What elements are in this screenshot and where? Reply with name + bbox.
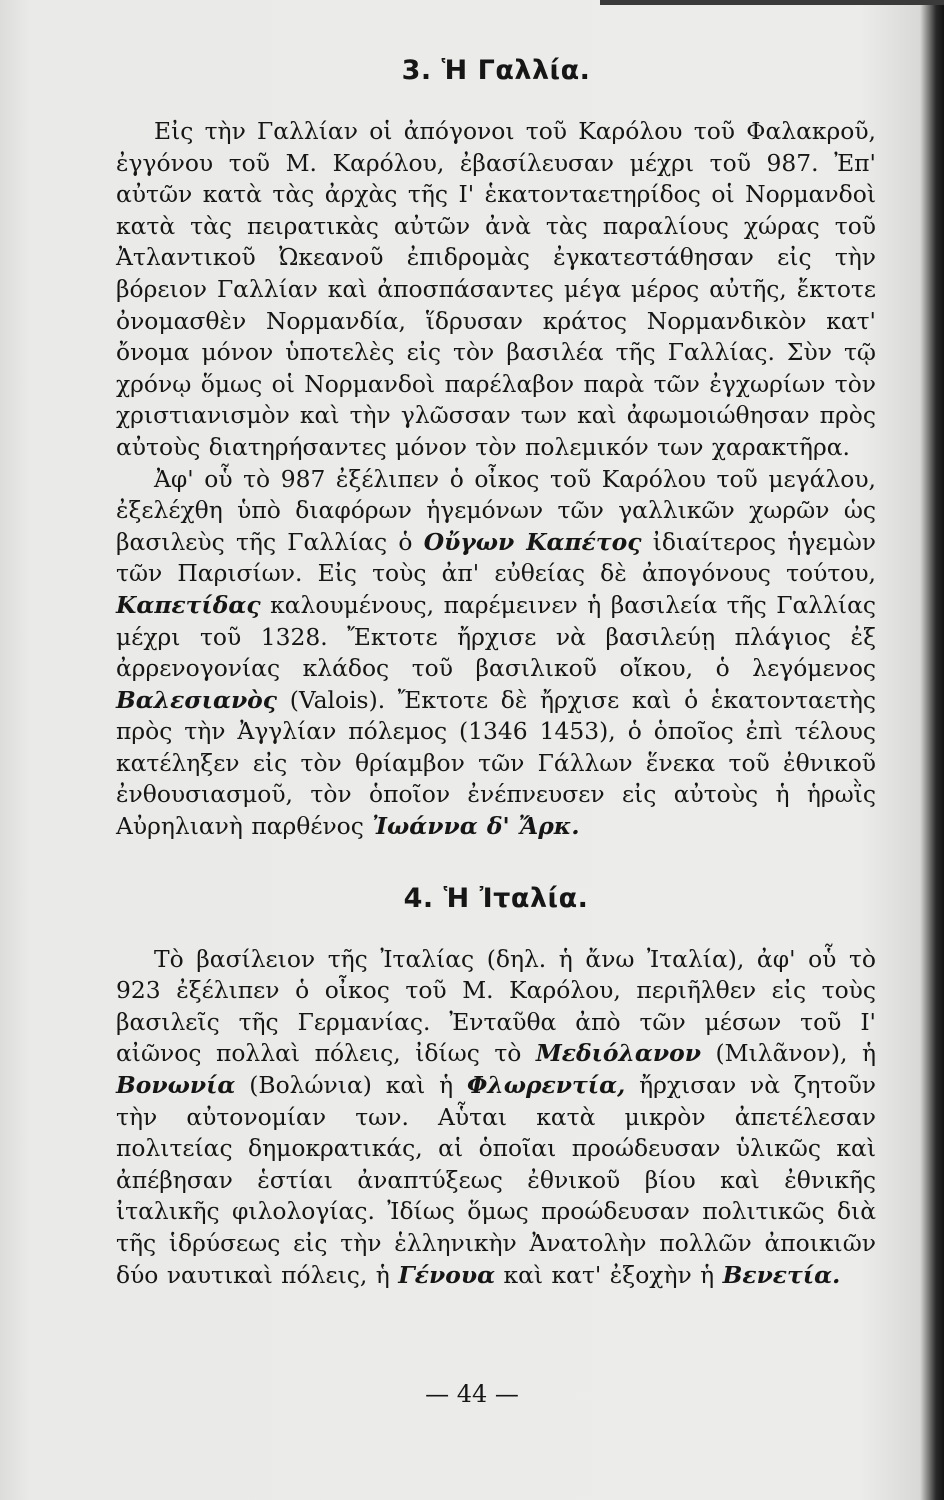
text-body — [116, 55, 876, 1291]
page-edge-shadow — [600, 0, 944, 5]
text: (Valois). Ἔκτοτε δὲ ἤρχισε καὶ ὁ ἑκατονταετὴς πρὸς τὴν Ἀγγλίαν πόλεμος (1346 1453), ὁ ὁποῖος ἐπὶ τέλους κατέληξεν εἰς τὸν θρίαμβον τῶν Γάλλων ἕνεκα τοῦ ἐθνικοῦ ἐνθουσιασμοῦ, τὸν ὁποῖον ἐνέπνευσεν εἰς αὐτοὺς ἡ ἡρωῒς Αὐρηλιανὴ παρθένος — [116, 685, 877, 841]
text: Ἀφ' οὗ τὸ 987 ἐξέλιπεν ὁ οἶκος τοῦ Καρόλου τοῦ μεγάλου, ἐξελέχθη ὑπὸ διαφόρων ἡγεμόνων τῶν γαλλικῶν χωρῶν ὡς βασιλεὺς τῆς Γαλλίας ὁ — [116, 464, 876, 556]
text: καὶ κατ' ἐξοχὴν ἡ — [503, 1260, 715, 1289]
emphasis-hugh-capet: Οὔγων Καπέτος — [423, 527, 642, 556]
text: ἤρχισαν νὰ ζητοῦν τὴν αὐτονομίαν των. Αὗται κατὰ μικρὸν ἀπετέλεσαν πολιτείας δημοκρατικάς, αἱ ὁποῖαι προώδευσαν ὑλικῶς καὶ ἀπέβησαν ἑστίαι ἀναπτύξεως ἐθνικοῦ βίου καὶ ἐθνικῆς ἰταλικῆς φιλολογίας. Ἰδίως ὅμως προώδευσαν πολιτικῶς διὰ τῆς ἱδρύσεως εἰς τὴν ἑλληνικὴν Ἀνατολὴν πολλῶν ἀποικιῶν δύο ναυτικαὶ πόλεις, ἡ — [116, 1071, 877, 1289]
paragraph-france-2 — [116, 464, 876, 843]
emphasis-bologna: Βονωνία — [116, 1071, 236, 1100]
text: (Μιλᾶνον), ἡ — [715, 1039, 877, 1068]
emphasis-florence: Φλωρεντία, — [466, 1071, 626, 1100]
emphasis-capetians: Καπετίδας — [116, 590, 261, 619]
paragraph-france-1 — [116, 116, 876, 464]
emphasis-genoa: Γένουα — [398, 1260, 496, 1289]
emphasis-milan: Μεδιόλανον — [535, 1039, 701, 1068]
emphasis-valois: Βαλεσιανὸς — [116, 685, 278, 714]
page-number: — 44 — — [425, 1380, 519, 1408]
section-title-france: 3. Ἡ Γαλλία. — [401, 55, 591, 86]
text: (Βολώνια) καὶ ἡ — [249, 1071, 454, 1100]
paragraph-italy-1 — [116, 944, 876, 1292]
text: Εἰς τὴν Γαλλίαν οἱ ἀπόγονοι τοῦ Καρόλου τοῦ Φαλακροῦ, ἐγγόνου τοῦ Μ. Καρόλου, ἐβασίλευσαν μέχρι τοῦ 987. Ἐπ' αὐτῶν κατὰ τὰς ἀρχὰς τῆς Ι' ἑκατονταετηρίδος οἱ Νορμανδοὶ κατὰ τὰς πειρατικὰς αὐτῶν ἀνὰ τὰς παραλίους χώρας τοῦ Ἀτλαντικοῦ Ὠκεανοῦ ἐπιδρομὰς ἐγκατεστάθησαν εἰς τὴν βόρειον Γαλλίαν καὶ ἀποσπάσαντες μέγα μέρος αὐτῆς, ἔκτοτε ὀνομασθὲν Νορμανδία, ἵδρυσαν κράτος Νορμανδικὸν κατ' ὄνομα μόνον ὑποτελὲς εἰς τὸν βασιλέα τῆς Γαλλίας. Σὺν τῷ χρόνῳ ὅμως οἱ Νορμανδοὶ παρέλαβον παρὰ τῶν ἐγχωρίων τὸν χριστιανισμὸν καὶ τὴν γλῶσσαν των καὶ ἀφωμοιώθησαν πρὸς αὐτοὺς διατηρήσαντες μόνον τὸν πολεμικόν των χαρακτῆρα. — [116, 117, 876, 461]
text: ἰδιαίτερος ἡγεμὼν τῶν Παρισίων. Εἰς τοὺς ἀπ' εὐθείας δὲ ἀπογόνους τούτου, — [116, 527, 877, 588]
text: Τὸ βασίλειον τῆς Ἰταλίας (δηλ. ἡ ἄνω Ἰταλία), ἀφ' οὗ τὸ 923 ἐξέλιπεν ὁ οἶκος τοῦ Μ. Καρόλου, περιῆλθεν εἰς τοὺς βασιλεῖς τῆς Γερμανίας. Ἐνταῦθα ἀπὸ τῶν μέσων τοῦ Ι' αἰῶνος πολλαὶ πόλεις, ἰδίως τὸ — [116, 944, 876, 1068]
emphasis-venice: Βενετία. — [722, 1260, 841, 1289]
emphasis-joan-of-arc: Ἰωάννα δ' Ἄρκ. — [372, 812, 580, 841]
section-title-italy: 4. Ἡ Ἰταλία. — [403, 882, 589, 914]
text: καλουμένους, παρέμεινεν ἡ βασιλεία τῆς Γαλλίας μέχρι τοῦ 1328. Ἔκτοτε ἤρχισε νὰ βασιλεύῃ πλάγιος ἐξ ἀρρενογονίας κλάδος τοῦ βασιλικοῦ οἴκου, ὁ λεγόμενος — [116, 590, 876, 683]
